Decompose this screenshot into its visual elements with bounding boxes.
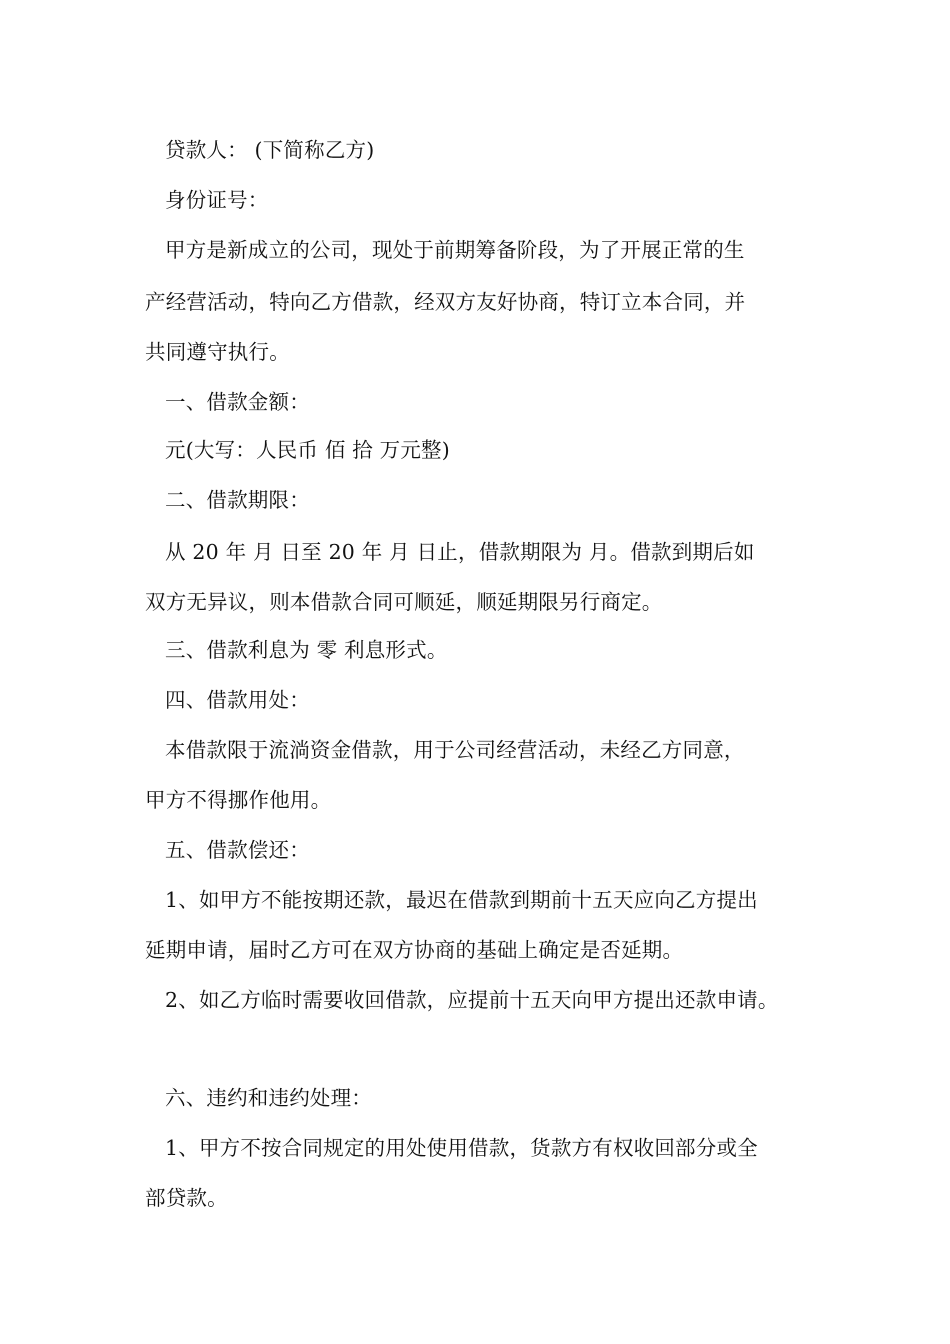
preamble-line-2: 产经营活动，特向乙方借款，经双方友好协商，特订立本合同，并 [145, 290, 746, 314]
section-2-heading: 二、借款期限： [165, 488, 310, 512]
term-line-1: 从 20 年 月 日至 20 年 月 日止，借款期限为 月。借款到期后如 [165, 540, 755, 564]
amount-line: 元(大写：人民币 佰 拾 万元整) [165, 438, 450, 462]
repayment-item-2: 2、如乙方临时需要收回借款，应提前十五天向甲方提出还款申请。 [165, 988, 779, 1012]
lender-line: 贷款人： (下简称乙方) [165, 138, 375, 162]
breach-item-1-line-2: 部贷款。 [145, 1186, 228, 1210]
section-3-interest: 三、借款利息为 零 利息形式。 [165, 638, 448, 662]
id-number-line: 身份证号： [165, 188, 269, 212]
preamble-line-3: 共同遵守执行。 [145, 340, 290, 364]
usage-line-1: 本借款限于流淌资金借款，用于公司经营活动，未经乙方同意， [165, 738, 745, 762]
preamble-line-1: 甲方是新成立的公司，现处于前期筹备阶段，为了开展正常的生 [165, 238, 745, 262]
section-1-heading: 一、借款金额： [165, 390, 310, 414]
section-6-heading: 六、违约和违约处理： [165, 1086, 372, 1110]
usage-line-2: 甲方不得挪作他用。 [145, 788, 332, 812]
repayment-item-1-line-2: 延期申请，届时乙方可在双方协商的基础上确定是否延期。 [145, 938, 684, 962]
repayment-item-1-line-1: 1、如甲方不能按期还款，最迟在借款到期前十五天应向乙方提出 [165, 888, 758, 912]
section-5-heading: 五、借款偿还： [165, 838, 310, 862]
breach-item-1-line-1: 1、甲方不按合同规定的用处使用借款，货款方有权收回部分或全 [165, 1136, 758, 1160]
term-line-2: 双方无异议，则本借款合同可顺延，顺延期限另行商定。 [145, 590, 663, 614]
section-4-heading: 四、借款用处： [165, 688, 310, 712]
